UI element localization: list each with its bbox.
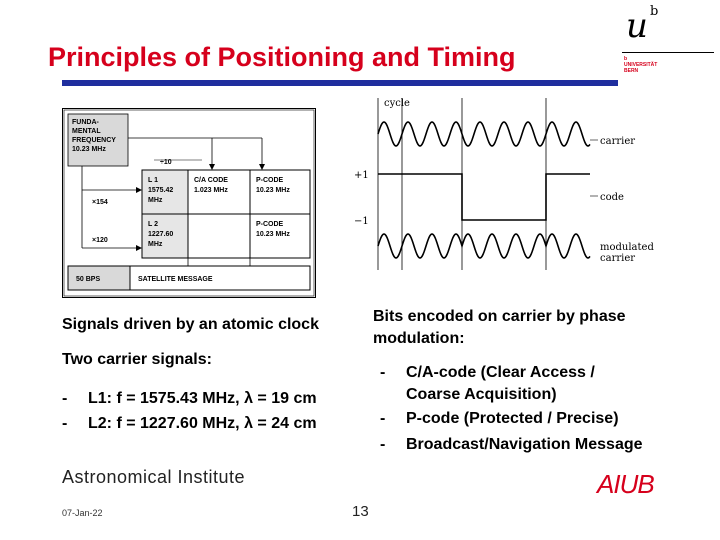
l1-unit: MHz (148, 197, 163, 204)
ca-code-bullet-line-2: Coarse Acquisition) (406, 386, 557, 403)
satellite-message-label: SATELLITE MESSAGE (138, 276, 213, 283)
page-number: 13 (352, 503, 369, 520)
carrier-label: carrier (600, 136, 636, 147)
phase-modulation-diagram (350, 94, 670, 274)
l1-frequency: 1575.42 (148, 187, 174, 194)
p-code-bullet: P-code (Protected / Precise) (406, 410, 619, 427)
code-label: code (600, 192, 624, 203)
navigation-message-bullet: Broadcast/Navigation Message (406, 436, 643, 453)
p-code-1-rate: 10.23 MHz (256, 187, 290, 194)
divide-ten-label: ÷10 (160, 159, 172, 166)
cycle-label: cycle (384, 98, 410, 109)
p-code-2-label: P-CODE (256, 221, 284, 228)
list-item: - L2: f = 1227.60 MHz, λ = 24 cm (62, 415, 317, 432)
slide-title: Principles of Positioning and Timing (48, 42, 516, 72)
university-logo-text: b UNIVERSITÄT BERN (624, 56, 658, 74)
signal-structure-diagram (62, 108, 316, 298)
footer-institute: Astronomical Institute (62, 467, 246, 487)
multiply-120-label: ×120 (92, 237, 108, 244)
multiply-154-label: ×154 (92, 199, 108, 206)
l2-frequency: 1227.60 (148, 231, 174, 238)
title-underline (62, 80, 618, 86)
list-item: - L1: f = 1575.43 MHz, λ = 19 cm (62, 390, 317, 407)
l2-unit: MHz (148, 241, 163, 248)
bps-label: 50 BPS (76, 276, 101, 283)
list-item: - (380, 410, 386, 427)
fundamental-line-2: MENTAL (72, 128, 101, 135)
plus-one-label: +1 (354, 170, 369, 181)
logo-divider (622, 52, 714, 53)
left-subheading: Two carrier signals: (62, 351, 212, 368)
l2-label: L 2 (148, 221, 158, 228)
l1-label: L 1 (148, 177, 158, 184)
ca-code-bullet-line-1: C/A-code (Clear Access / (406, 364, 595, 381)
fundamental-line-3: FREQUENCY (72, 137, 116, 144)
footer-brand-logo: AIUB (597, 469, 654, 499)
left-heading: Signals driven by an atomic clock (62, 316, 319, 333)
modulated-label-2: carrier (600, 253, 636, 264)
fundamental-line-4: 10.23 MHz (72, 146, 106, 153)
fundamental-line-1: FUNDA- (72, 119, 99, 126)
ca-code-rate: 1.023 MHz (194, 187, 228, 194)
right-heading-line-1: Bits encoded on carrier by phase (373, 308, 626, 325)
list-item: - (380, 364, 386, 381)
footer-date: 07-Jan-22 (62, 508, 103, 518)
p-code-1-label: P-CODE (256, 177, 284, 184)
modulated-label-1: modulated (600, 242, 654, 253)
right-heading-line-2: modulation: (373, 330, 465, 347)
list-item: - (380, 436, 386, 453)
university-logo-superscript: b (650, 4, 659, 19)
ca-code-label: C/A CODE (194, 177, 228, 184)
university-logo: u (626, 6, 648, 46)
p-code-2-rate: 10.23 MHz (256, 231, 290, 238)
minus-one-label: −1 (354, 216, 369, 227)
